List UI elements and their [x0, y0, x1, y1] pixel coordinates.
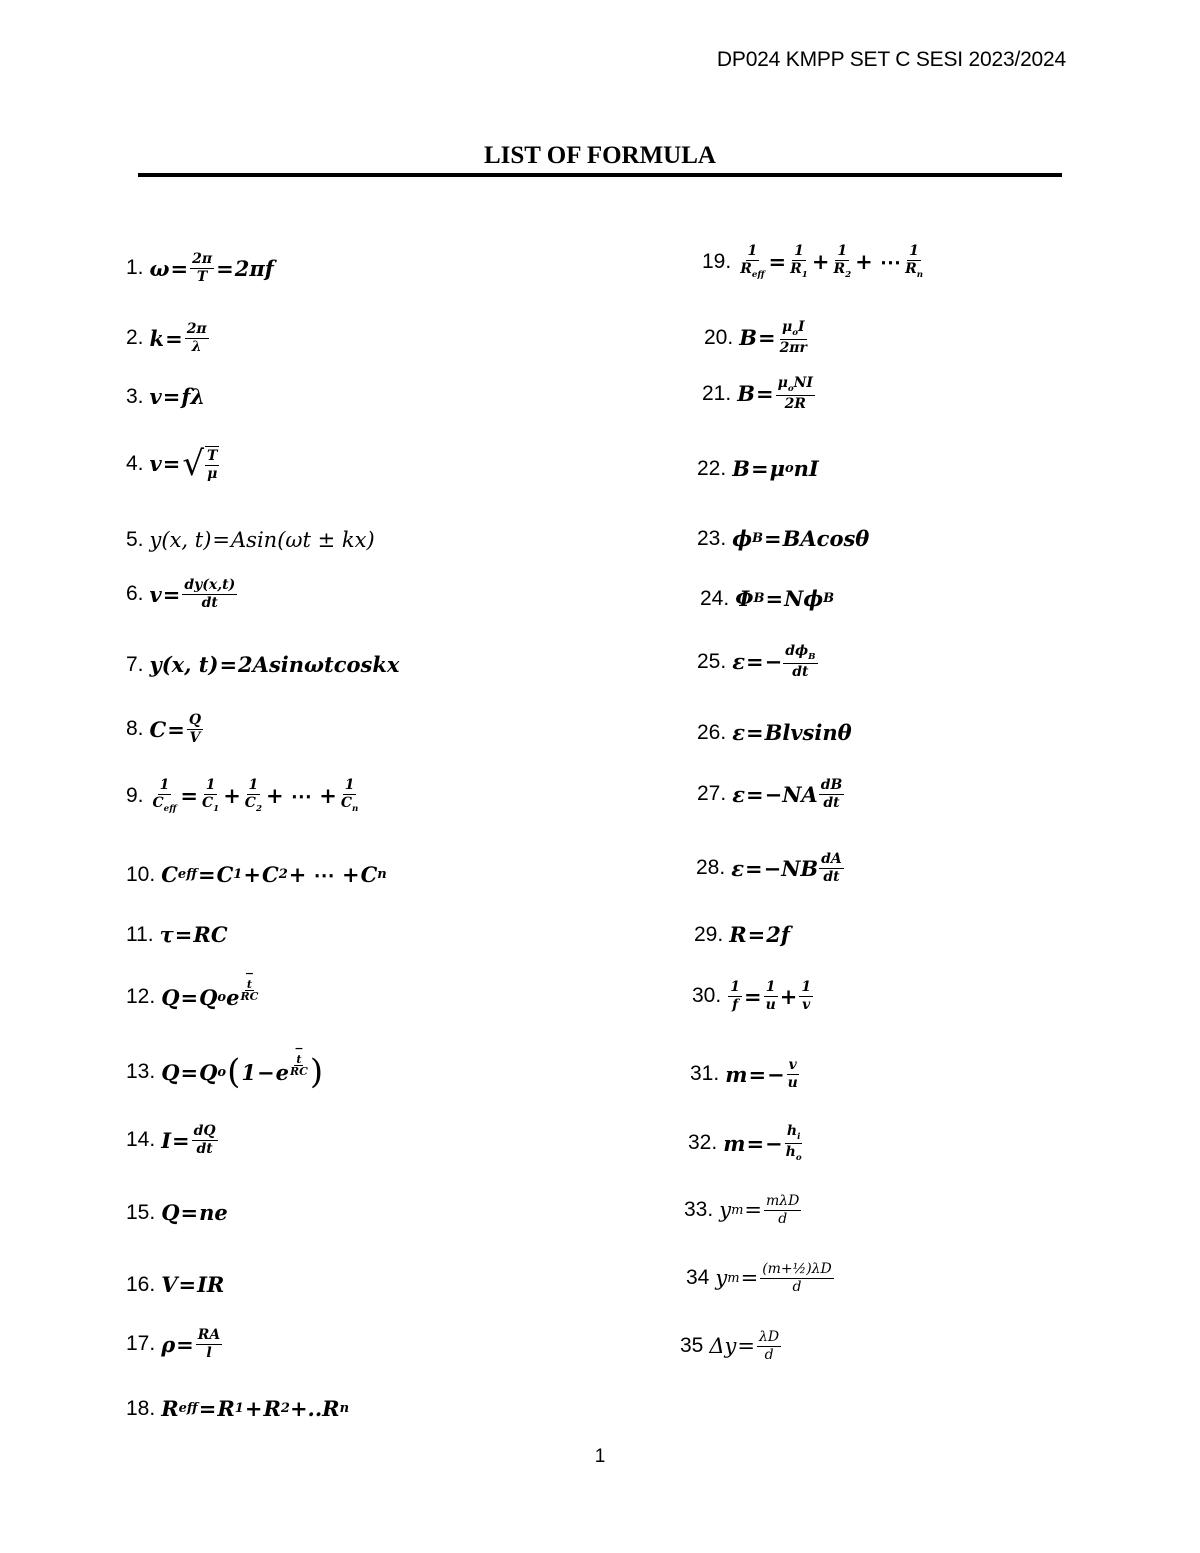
formula-35: [680, 1330, 782, 1362]
formula-expression: y(x, t) = Asin(ωt ± kx): [149, 528, 375, 552]
formula-expression: y m = $\frac{\text{(m+½)λD}}{d}$: [715, 1261, 832, 1295]
formula-4: [126, 443, 221, 484]
formula-number: 4.: [126, 451, 144, 475]
formula-6: [126, 578, 238, 610]
formula-expression: B = $\mu_oNI$ 2R: [737, 375, 813, 412]
formula-number: 12.: [126, 985, 156, 1008]
formula-30: [692, 980, 814, 1012]
formula-expression: Φ B = Nϕ B: [735, 586, 835, 611]
formula-number: 13.: [126, 1060, 156, 1083]
formula-number: 22.: [697, 456, 727, 480]
formula-expression: Q = ne: [161, 1200, 228, 1225]
formula-25: [697, 644, 819, 680]
formula-23: [697, 526, 869, 551]
formula-expression: v = √ T μ: [149, 443, 218, 484]
formula-expression: 1 $R_{eff}$ = $\frac{1}{R_1}$ + $\frac{1}{R_2}$ + ⋯ 1 $R_n$: [740, 243, 924, 280]
formula-2: [126, 322, 210, 354]
formula-8: [126, 713, 204, 745]
formula-number: 33.: [684, 1198, 714, 1222]
formula-expression: ω = $\frac{2\pi}{T}$ = 2πf: [149, 251, 274, 285]
formula-expression: B = μ o nI: [732, 456, 819, 481]
formula-expression: v = $\frac{dy(x,t)}{dt}$: [149, 577, 236, 611]
formula-expression: ϕ B = BAcosθ: [732, 526, 870, 551]
formula-15: [126, 1200, 228, 1225]
formula-expression: Q = Q o ( 1 − e − t RC ): [161, 1042, 324, 1092]
formula-expression: C eff = C 1 + C 2 + ⋯ + C n: [161, 862, 387, 887]
formula-number: 9.: [126, 783, 144, 807]
formula-26: [697, 720, 852, 745]
formula-expression: B = $\mu_oI$ 2πr: [739, 319, 807, 356]
formula-expression: ρ = $\frac{RA}{l}$: [161, 1327, 221, 1361]
formula-21: [702, 376, 816, 412]
formula-3: [126, 384, 205, 409]
formula-expression: $\frac{1}{f}$ = $\frac{1}{u}$ + $\frac{1}{v}$: [730, 979, 812, 1013]
formula-number: 24.: [700, 586, 730, 610]
formula-number: 8.: [126, 717, 144, 741]
formula-number: 21.: [702, 381, 732, 405]
formula-31: [690, 1058, 801, 1090]
formula-16: [126, 1272, 224, 1297]
formula-number: 14.: [126, 1128, 156, 1152]
formula-17: [126, 1328, 223, 1360]
formula-number: 26.: [697, 720, 727, 744]
formula-number: 19.: [702, 249, 732, 273]
formula-number: 15.: [126, 1200, 156, 1224]
formula-9: [126, 778, 361, 814]
formula-11: [126, 922, 228, 947]
formula-number: 18.: [126, 1396, 156, 1420]
formula-18: [126, 1396, 349, 1421]
formula-expression: τ = RC: [159, 922, 228, 947]
formula-19: [702, 244, 926, 280]
formula-expression: R eff = R 1 + R 2 +..R n: [161, 1396, 350, 1421]
formula-expression: Q = Q o e − t RC: [161, 967, 259, 1010]
formula-13: [126, 1042, 324, 1092]
formula-expression: k = $\frac{2\pi}{\lambda}$: [149, 321, 207, 355]
formula-expression: R = 2f: [729, 922, 790, 947]
formula-expression: y(x, t) = 2Asinωtcoskx: [149, 652, 400, 677]
formula-expression: 1 $C_{eff}$ = $\frac{1}{C_1}$ + $\frac{1}{C_2}$ + ⋯ + $\frac{1}{C_n}$: [152, 777, 359, 814]
formula-expression: y m = mλD d: [719, 1193, 800, 1227]
formula-number: 5.: [126, 528, 144, 551]
formula-number: 32.: [688, 1131, 718, 1155]
formula-number: 1.: [126, 256, 144, 280]
formula-number: 11.: [126, 922, 154, 946]
formula-number: 3.: [126, 384, 144, 408]
formula-33: [684, 1194, 802, 1226]
formula-24: [700, 586, 834, 611]
formula-number: 17.: [126, 1332, 156, 1356]
formula-number: 20.: [704, 325, 734, 349]
formula-number: 25.: [697, 649, 727, 673]
document-header: DP024 KMPP SET C SESI 2023/2024: [716, 48, 1066, 71]
formula-expression: ε = Blvsinθ: [732, 720, 852, 745]
page-title: LIST OF FORMULA: [484, 142, 716, 169]
title-underline: [138, 173, 1062, 177]
formula-1: [126, 252, 274, 284]
formula-number: 34: [686, 1266, 710, 1290]
formula-expression: Δy = $\frac{\lambda D}{d}$: [709, 1329, 780, 1363]
formula-22: [697, 456, 819, 481]
formula-10: [126, 862, 387, 887]
formula-34: [686, 1262, 835, 1294]
formula-number: 16.: [126, 1272, 156, 1296]
formula-number: 28.: [696, 856, 726, 880]
formula-expression: ε = −NA $\frac{dB}{dt}$: [732, 777, 843, 811]
formula-12: [126, 967, 259, 1014]
formula-32: [688, 1124, 805, 1163]
formula-5: [126, 528, 375, 552]
formula-number: 2.: [126, 326, 144, 350]
formula-27: [697, 778, 845, 810]
page-number: 1: [594, 1446, 606, 1467]
formula-expression: ε = − $d\phi_B$ dt: [732, 643, 816, 680]
formula-14: [126, 1124, 219, 1156]
formula-number: 30.: [692, 984, 722, 1008]
formula-29: [694, 922, 790, 947]
formula-expression: m = − $\frac{h_i}{h_o}$: [723, 1123, 802, 1163]
formula-expression: m = − $\frac{v}{u}$: [725, 1057, 798, 1091]
formula-number: 7.: [126, 652, 144, 676]
formula-number: 23.: [697, 526, 727, 550]
formula-28: [696, 852, 845, 884]
formula-number: 27.: [697, 782, 727, 806]
formula-number: 35: [680, 1334, 704, 1358]
formula-expression: ε = −NB $\frac{dA}{dt}$: [731, 851, 842, 885]
formula-number: 10.: [126, 862, 156, 886]
formula-number: 29.: [694, 922, 724, 946]
formula-expression: C = $\frac{Q}{V}$: [149, 712, 202, 746]
formula-7: [126, 652, 399, 677]
formula-number: 6.: [126, 582, 144, 606]
formula-number: 31.: [690, 1062, 720, 1086]
formula-expression: v = fλ: [149, 384, 206, 409]
formula-20: [704, 320, 810, 356]
formula-expression: V = IR: [161, 1272, 225, 1297]
formula-expression: I = $\frac{dQ}{dt}$: [161, 1123, 216, 1157]
